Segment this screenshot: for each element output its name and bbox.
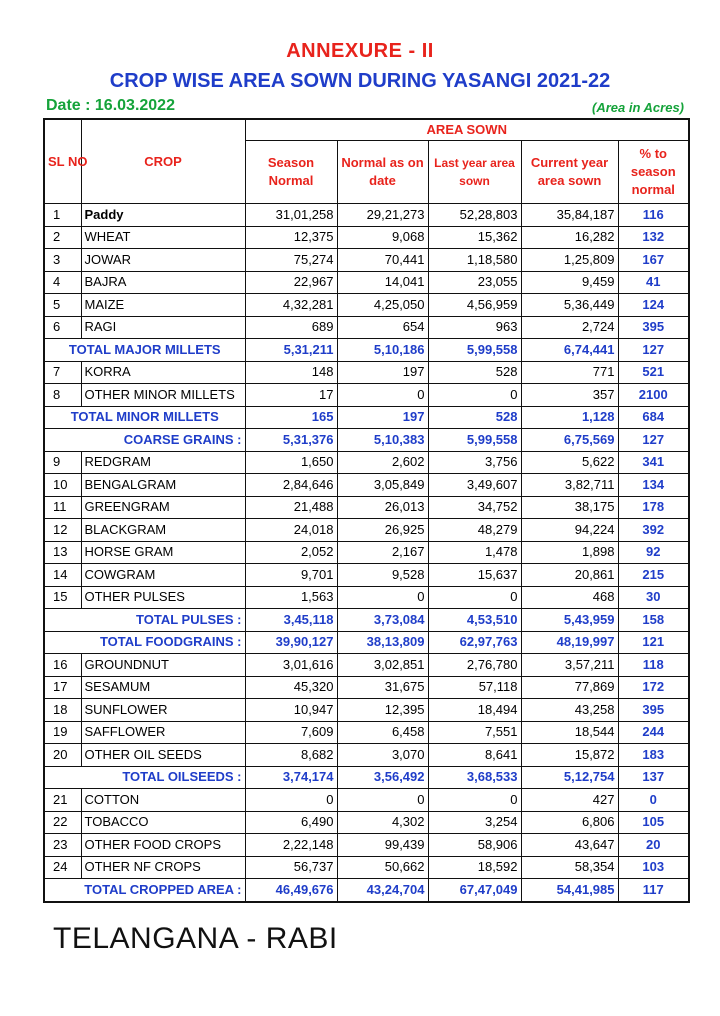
col-normal-date-header: Normal as on date xyxy=(337,141,428,204)
table-row xyxy=(44,316,689,339)
current-year-cell: 5,43,959 xyxy=(521,609,618,632)
pct-cell: 521 xyxy=(618,361,689,384)
season-normal-cell: 8,682 xyxy=(245,744,337,767)
sl-cell: 11 xyxy=(44,496,81,519)
sl-cell: 18 xyxy=(44,699,81,722)
total-label: TOTAL CROPPED AREA : xyxy=(44,879,245,902)
season-normal-cell: 7,609 xyxy=(245,721,337,744)
current-year-cell: 54,41,985 xyxy=(521,879,618,902)
normal-date-cell: 26,925 xyxy=(337,519,428,542)
current-year-cell: 1,25,809 xyxy=(521,249,618,272)
crop-name: SESAMUM xyxy=(81,676,245,699)
pct-cell: 124 xyxy=(618,294,689,317)
normal-date-cell: 99,439 xyxy=(337,834,428,857)
season-normal-cell: 1,563 xyxy=(245,586,337,609)
crop-name: OTHER FOOD CROPS xyxy=(81,834,245,857)
state-season-caption: TELANGANA - RABI xyxy=(53,922,338,955)
pct-cell: 158 xyxy=(618,609,689,632)
normal-date-cell: 6,458 xyxy=(337,721,428,744)
pct-cell: 395 xyxy=(618,316,689,339)
normal-date-cell: 3,56,492 xyxy=(337,766,428,789)
table-row xyxy=(44,654,689,677)
last-year-cell: 67,47,049 xyxy=(428,879,521,902)
normal-date-cell: 197 xyxy=(337,406,428,429)
season-normal-cell: 22,967 xyxy=(245,271,337,294)
normal-date-cell: 3,070 xyxy=(337,744,428,767)
current-year-cell: 468 xyxy=(521,586,618,609)
normal-date-cell: 654 xyxy=(337,316,428,339)
total-row xyxy=(44,609,689,632)
pct-cell: 341 xyxy=(618,451,689,474)
current-year-cell: 5,36,449 xyxy=(521,294,618,317)
pct-cell: 395 xyxy=(618,699,689,722)
current-year-cell: 58,354 xyxy=(521,856,618,879)
report-date: Date : 16.03.2022 xyxy=(46,97,175,114)
last-year-cell: 963 xyxy=(428,316,521,339)
season-normal-cell: 4,32,281 xyxy=(245,294,337,317)
last-year-cell: 2,76,780 xyxy=(428,654,521,677)
crop-name: MAIZE xyxy=(81,294,245,317)
pct-cell: 30 xyxy=(618,586,689,609)
crop-name: GROUNDNUT xyxy=(81,654,245,677)
col-current-year-header: Current year area sown xyxy=(521,141,618,204)
season-normal-cell: 12,375 xyxy=(245,226,337,249)
pct-cell: 178 xyxy=(618,496,689,519)
crop-name: REDGRAM xyxy=(81,451,245,474)
total-row xyxy=(44,339,689,362)
season-normal-cell: 1,650 xyxy=(245,451,337,474)
crop-name: GREENGRAM xyxy=(81,496,245,519)
table-row xyxy=(44,384,689,407)
pct-cell: 134 xyxy=(618,474,689,497)
total-row xyxy=(44,631,689,654)
current-year-cell: 20,861 xyxy=(521,564,618,587)
season-normal-cell: 3,45,118 xyxy=(245,609,337,632)
current-year-cell: 2,724 xyxy=(521,316,618,339)
report-title: CROP WISE AREA SOWN DURING YASANGI 2021-22 xyxy=(109,70,611,92)
normal-date-cell: 12,395 xyxy=(337,699,428,722)
crop-name: OTHER OIL SEEDS xyxy=(81,744,245,767)
last-year-cell: 23,055 xyxy=(428,271,521,294)
crop-name: COWGRAM xyxy=(81,564,245,587)
last-year-cell: 0 xyxy=(428,384,521,407)
last-year-cell: 0 xyxy=(428,789,521,812)
season-normal-cell: 2,84,646 xyxy=(245,474,337,497)
sl-cell: 20 xyxy=(44,744,81,767)
last-year-cell: 0 xyxy=(428,586,521,609)
last-year-cell: 15,637 xyxy=(428,564,521,587)
last-year-cell: 5,99,558 xyxy=(428,339,521,362)
crop-name: BLACKGRAM xyxy=(81,519,245,542)
pct-cell: 41 xyxy=(618,271,689,294)
current-year-cell: 5,622 xyxy=(521,451,618,474)
last-year-cell: 7,551 xyxy=(428,721,521,744)
normal-date-cell: 9,528 xyxy=(337,564,428,587)
pct-cell: 116 xyxy=(618,204,689,227)
season-normal-cell: 10,947 xyxy=(245,699,337,722)
normal-date-cell: 14,041 xyxy=(337,271,428,294)
pct-cell: 172 xyxy=(618,676,689,699)
sl-cell: 2 xyxy=(44,226,81,249)
season-normal-cell: 24,018 xyxy=(245,519,337,542)
pct-cell: 92 xyxy=(618,541,689,564)
pct-cell: 20 xyxy=(618,834,689,857)
crop-name: BAJRA xyxy=(81,271,245,294)
season-normal-cell: 3,01,616 xyxy=(245,654,337,677)
total-row xyxy=(44,406,689,429)
last-year-cell: 5,99,558 xyxy=(428,429,521,452)
table-row xyxy=(44,519,689,542)
normal-date-cell: 2,602 xyxy=(337,451,428,474)
table-row xyxy=(44,586,689,609)
sl-cell: 17 xyxy=(44,676,81,699)
last-year-cell: 52,28,803 xyxy=(428,204,521,227)
sl-cell: 3 xyxy=(44,249,81,272)
season-normal-cell: 148 xyxy=(245,361,337,384)
normal-date-cell: 0 xyxy=(337,789,428,812)
table-row xyxy=(44,226,689,249)
sl-cell: 4 xyxy=(44,271,81,294)
normal-date-cell: 2,167 xyxy=(337,541,428,564)
season-normal-cell: 2,22,148 xyxy=(245,834,337,857)
normal-date-cell: 0 xyxy=(337,384,428,407)
sl-cell: 22 xyxy=(44,811,81,834)
season-normal-cell: 46,49,676 xyxy=(245,879,337,902)
current-year-cell: 15,872 xyxy=(521,744,618,767)
pct-cell: 684 xyxy=(618,406,689,429)
crop-name: HORSE GRAM xyxy=(81,541,245,564)
sl-cell: 24 xyxy=(44,856,81,879)
sl-cell: 14 xyxy=(44,564,81,587)
col-crop-header: CROP xyxy=(81,119,245,204)
season-normal-cell: 3,74,174 xyxy=(245,766,337,789)
season-normal-cell: 31,01,258 xyxy=(245,204,337,227)
current-year-cell: 77,869 xyxy=(521,676,618,699)
last-year-cell: 1,478 xyxy=(428,541,521,564)
season-normal-cell: 17 xyxy=(245,384,337,407)
current-year-cell: 6,74,441 xyxy=(521,339,618,362)
crop-name: BENGALGRAM xyxy=(81,474,245,497)
last-year-cell: 15,362 xyxy=(428,226,521,249)
sl-cell: 15 xyxy=(44,586,81,609)
table-row xyxy=(44,361,689,384)
table-row xyxy=(44,294,689,317)
pct-cell: 118 xyxy=(618,654,689,677)
normal-date-cell: 29,21,273 xyxy=(337,204,428,227)
pct-cell: 215 xyxy=(618,564,689,587)
table-row xyxy=(44,811,689,834)
pct-cell: 244 xyxy=(618,721,689,744)
total-label: TOTAL MINOR MILLETS xyxy=(44,406,245,429)
season-normal-cell: 6,490 xyxy=(245,811,337,834)
total-label: TOTAL OILSEEDS : xyxy=(44,766,245,789)
current-year-cell: 43,647 xyxy=(521,834,618,857)
sl-cell: 21 xyxy=(44,789,81,812)
total-label: TOTAL FOODGRAINS : xyxy=(44,631,245,654)
season-normal-cell: 689 xyxy=(245,316,337,339)
pct-cell: 127 xyxy=(618,429,689,452)
total-label: COARSE GRAINS : xyxy=(44,429,245,452)
total-row xyxy=(44,766,689,789)
table-row xyxy=(44,721,689,744)
pct-cell: 392 xyxy=(618,519,689,542)
sl-cell: 10 xyxy=(44,474,81,497)
last-year-cell: 528 xyxy=(428,406,521,429)
sl-cell: 13 xyxy=(44,541,81,564)
table-row xyxy=(44,249,689,272)
pct-cell: 105 xyxy=(618,811,689,834)
table-row xyxy=(44,451,689,474)
crop-name: WHEAT xyxy=(81,226,245,249)
season-normal-cell: 45,320 xyxy=(245,676,337,699)
total-label: TOTAL PULSES : xyxy=(44,609,245,632)
normal-date-cell: 26,013 xyxy=(337,496,428,519)
table-row xyxy=(44,744,689,767)
table-row xyxy=(44,541,689,564)
last-year-cell: 18,494 xyxy=(428,699,521,722)
sl-cell: 8 xyxy=(44,384,81,407)
last-year-cell: 3,49,607 xyxy=(428,474,521,497)
crop-name: RAGI xyxy=(81,316,245,339)
last-year-cell: 4,53,510 xyxy=(428,609,521,632)
crop-name: JOWAR xyxy=(81,249,245,272)
season-normal-cell: 9,701 xyxy=(245,564,337,587)
col-season-normal-header: Season Normal xyxy=(245,141,337,204)
area-sown-header: AREA SOWN xyxy=(245,119,689,141)
crop-name: KORRA xyxy=(81,361,245,384)
last-year-cell: 34,752 xyxy=(428,496,521,519)
table-row xyxy=(44,271,689,294)
current-year-cell: 94,224 xyxy=(521,519,618,542)
season-normal-cell: 2,052 xyxy=(245,541,337,564)
normal-date-cell: 197 xyxy=(337,361,428,384)
sl-cell: 16 xyxy=(44,654,81,677)
pct-cell: 127 xyxy=(618,339,689,362)
current-year-cell: 38,175 xyxy=(521,496,618,519)
last-year-cell: 4,56,959 xyxy=(428,294,521,317)
unit-note: (Area in Acres) xyxy=(592,100,684,115)
last-year-cell: 58,906 xyxy=(428,834,521,857)
sl-cell: 5 xyxy=(44,294,81,317)
last-year-cell: 3,756 xyxy=(428,451,521,474)
last-year-cell: 57,118 xyxy=(428,676,521,699)
normal-date-cell: 4,302 xyxy=(337,811,428,834)
total-label: TOTAL MAJOR MILLETS xyxy=(44,339,245,362)
pct-cell: 167 xyxy=(618,249,689,272)
season-normal-cell: 165 xyxy=(245,406,337,429)
normal-date-cell: 50,662 xyxy=(337,856,428,879)
total-row xyxy=(44,429,689,452)
crop-name: OTHER MINOR MILLETS xyxy=(81,384,245,407)
normal-date-cell: 70,441 xyxy=(337,249,428,272)
current-year-cell: 35,84,187 xyxy=(521,204,618,227)
current-year-cell: 3,82,711 xyxy=(521,474,618,497)
current-year-cell: 3,57,211 xyxy=(521,654,618,677)
last-year-cell: 62,97,763 xyxy=(428,631,521,654)
last-year-cell: 3,68,533 xyxy=(428,766,521,789)
table-row xyxy=(44,789,689,812)
sl-cell: 1 xyxy=(44,204,81,227)
sl-cell: 12 xyxy=(44,519,81,542)
last-year-cell: 3,254 xyxy=(428,811,521,834)
current-year-cell: 427 xyxy=(521,789,618,812)
table-body xyxy=(44,204,689,902)
crop-name: OTHER PULSES xyxy=(81,586,245,609)
normal-date-cell: 3,02,851 xyxy=(337,654,428,677)
normal-date-cell: 43,24,704 xyxy=(337,879,428,902)
pct-cell: 117 xyxy=(618,879,689,902)
pct-cell: 0 xyxy=(618,789,689,812)
table-row xyxy=(44,474,689,497)
normal-date-cell: 4,25,050 xyxy=(337,294,428,317)
last-year-cell: 528 xyxy=(428,361,521,384)
season-normal-cell: 56,737 xyxy=(245,856,337,879)
last-year-cell: 8,641 xyxy=(428,744,521,767)
table-row xyxy=(44,496,689,519)
crop-name: SAFFLOWER xyxy=(81,721,245,744)
current-year-cell: 357 xyxy=(521,384,618,407)
pct-cell: 121 xyxy=(618,631,689,654)
normal-date-cell: 9,068 xyxy=(337,226,428,249)
col-last-year-header: Last year area sown xyxy=(428,141,521,204)
normal-date-cell: 31,675 xyxy=(337,676,428,699)
current-year-cell: 771 xyxy=(521,361,618,384)
current-year-cell: 5,12,754 xyxy=(521,766,618,789)
sl-cell: 23 xyxy=(44,834,81,857)
last-year-cell: 18,592 xyxy=(428,856,521,879)
table-row xyxy=(44,204,689,227)
current-year-cell: 6,75,569 xyxy=(521,429,618,452)
table-row xyxy=(44,699,689,722)
season-normal-cell: 75,274 xyxy=(245,249,337,272)
normal-date-cell: 38,13,809 xyxy=(337,631,428,654)
current-year-cell: 43,258 xyxy=(521,699,618,722)
season-normal-cell: 21,488 xyxy=(245,496,337,519)
table-row xyxy=(44,834,689,857)
sl-cell: 19 xyxy=(44,721,81,744)
crop-name: OTHER NF CROPS xyxy=(81,856,245,879)
col-pct-header: % to season normal xyxy=(618,141,689,204)
crop-area-table xyxy=(43,118,690,903)
pct-cell: 132 xyxy=(618,226,689,249)
pct-cell: 137 xyxy=(618,766,689,789)
current-year-cell: 18,544 xyxy=(521,721,618,744)
normal-date-cell: 3,73,084 xyxy=(337,609,428,632)
crop-name: SUNFLOWER xyxy=(81,699,245,722)
season-normal-cell: 5,31,376 xyxy=(245,429,337,452)
current-year-cell: 1,128 xyxy=(521,406,618,429)
current-year-cell: 9,459 xyxy=(521,271,618,294)
normal-date-cell: 0 xyxy=(337,586,428,609)
table-row xyxy=(44,856,689,879)
normal-date-cell: 5,10,186 xyxy=(337,339,428,362)
table-row xyxy=(44,564,689,587)
current-year-cell: 48,19,997 xyxy=(521,631,618,654)
annexure-heading: ANNEXURE - II xyxy=(286,40,434,62)
crop-name: COTTON xyxy=(81,789,245,812)
sl-cell: 6 xyxy=(44,316,81,339)
season-normal-cell: 5,31,211 xyxy=(245,339,337,362)
table-row xyxy=(44,676,689,699)
normal-date-cell: 3,05,849 xyxy=(337,474,428,497)
pct-cell: 183 xyxy=(618,744,689,767)
last-year-cell: 48,279 xyxy=(428,519,521,542)
pct-cell: 103 xyxy=(618,856,689,879)
current-year-cell: 1,898 xyxy=(521,541,618,564)
total-row xyxy=(44,879,689,902)
sl-cell: 9 xyxy=(44,451,81,474)
sl-cell: 7 xyxy=(44,361,81,384)
crop-name: Paddy xyxy=(81,204,245,227)
col-sl-header: SL NO xyxy=(44,119,81,204)
season-normal-cell: 0 xyxy=(245,789,337,812)
normal-date-cell: 5,10,383 xyxy=(337,429,428,452)
season-normal-cell: 39,90,127 xyxy=(245,631,337,654)
pct-cell: 2100 xyxy=(618,384,689,407)
current-year-cell: 16,282 xyxy=(521,226,618,249)
current-year-cell: 6,806 xyxy=(521,811,618,834)
last-year-cell: 1,18,580 xyxy=(428,249,521,272)
crop-name: TOBACCO xyxy=(81,811,245,834)
